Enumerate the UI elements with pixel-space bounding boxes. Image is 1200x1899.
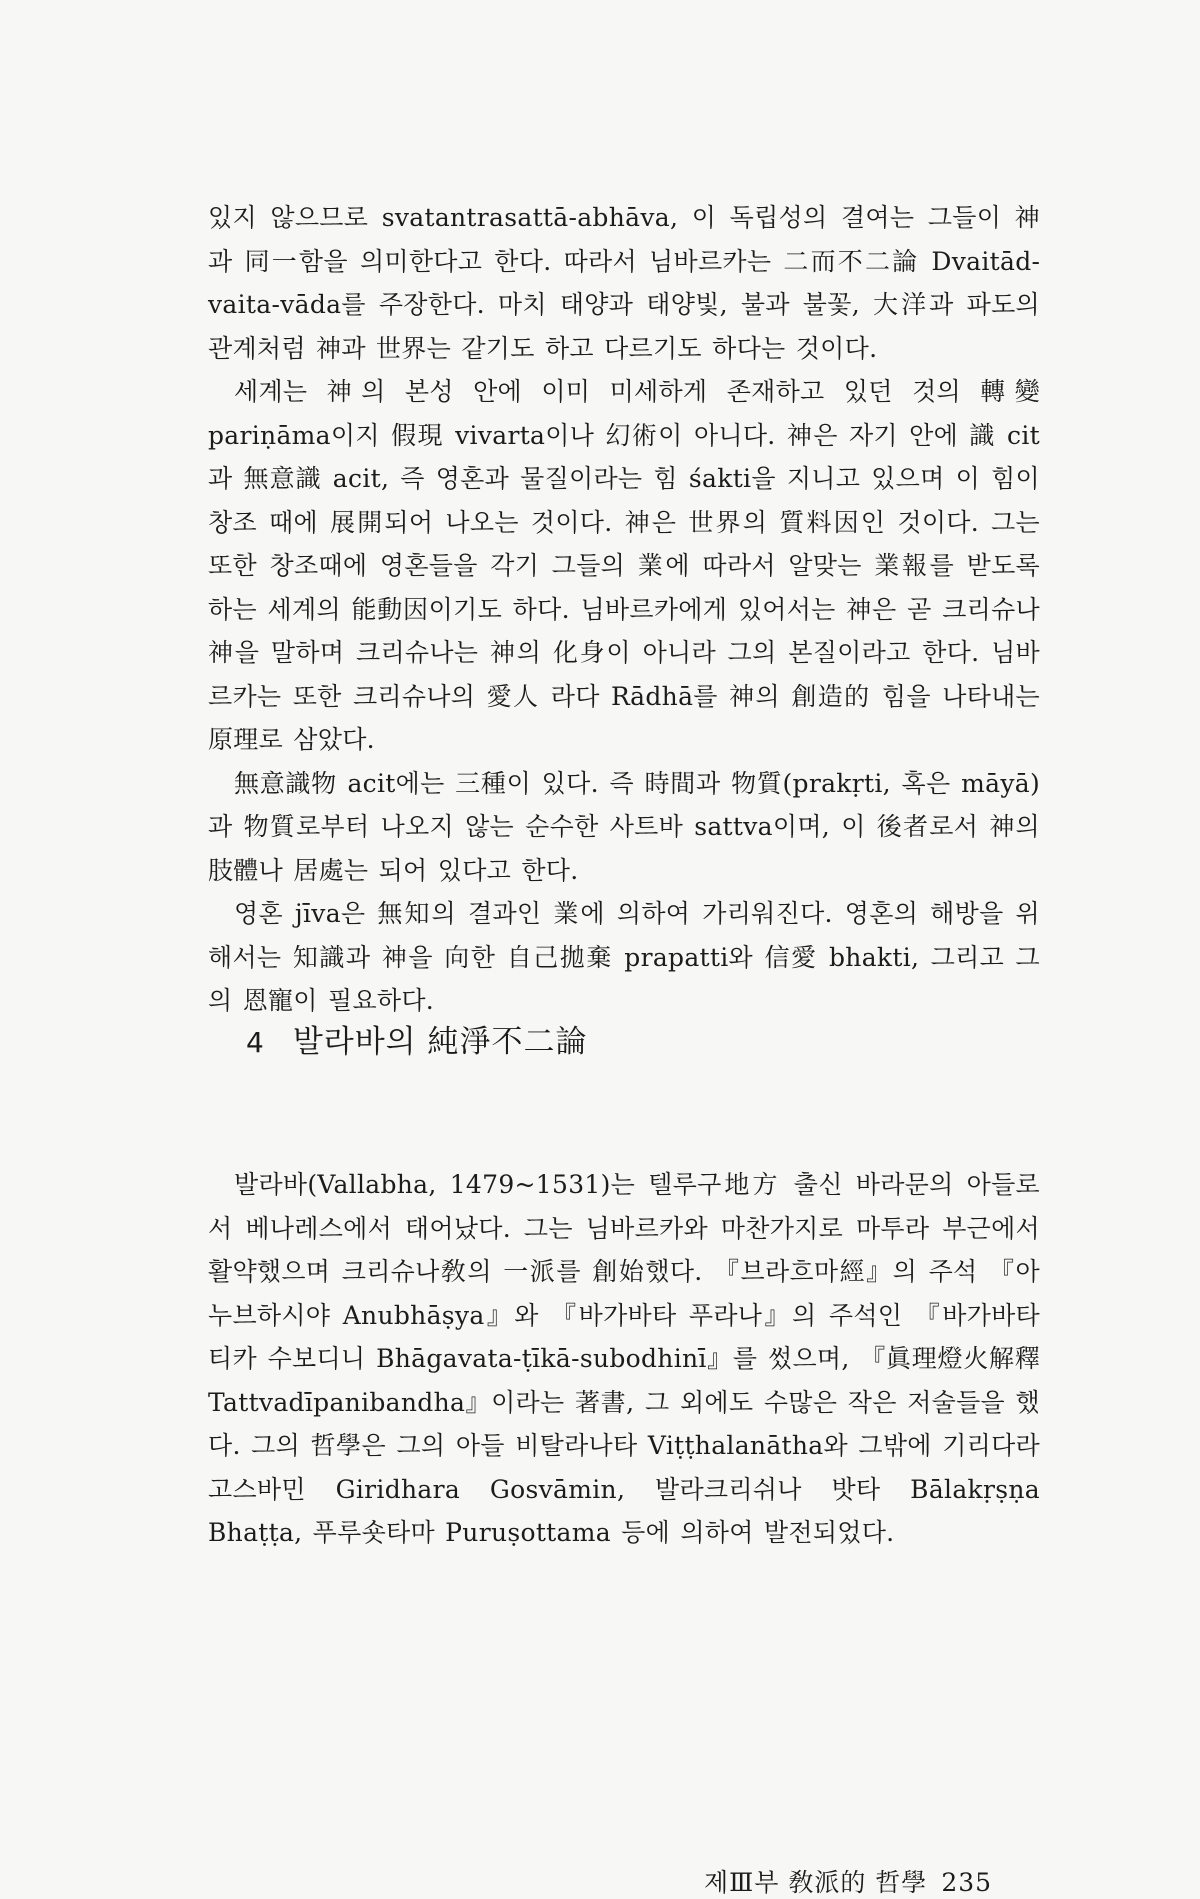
paragraph-2: 세계는 神의 본성 안에 이미 미세하게 존재하고 있던 것의 轉變 pariṇāma이지 假現 vivarta이나 幻術이 아니다. 神은 자기 안에 識 cit과 無意識 acit, 즉 영혼과 물질이라는 힘 śakti을 지니고 있으며 이 힘이 창조 때에 展開되어 나오는 것이다. 神은 世界의 質料因인 것이다. 그는 또한 창조때에 영혼들을 각기 그들의 業에 따라서 알맞는 業報를 받도록 하는 세계의 能動因이기도 하다. 님바르카에게 있어서는 神은 곧 크리슈나神을 말하며 크리슈나는 神의 化身이 아니라 그의 본질이라고 한다. 님바르카는 또한 크리슈나의 愛人 라다 Rādhā를 神의 創造的 힘을 나타내는 原理로 삼았다. <box>208 377 1040 754</box>
paragraph-3: 無意識物 acit에는 三種이 있다. 즉 時間과 物質(prakṛti, 혹은 māyā)과 物質로부터 나오지 않는 순수한 사트바 sattva이며, 이 後者로서 神의 肢體나 居處는 되어 있다고 한다. <box>208 768 1040 885</box>
paragraph-1: 있지 않으므로 svatantrasattā-abhāva, 이 독립성의 결여는 그들이 神과 同一함을 의미한다고 한다. 따라서 님바르카는 二而不二論 Dvaitādvaita-vāda를 주장한다. 마치 태양과 태양빛, 불과 불꽃, 大洋과 파도의 관계처럼 神과 世界는 같기도 하고 다르기도 하다는 것이다. <box>208 203 1040 363</box>
section-number: 4 <box>246 1026 265 1059</box>
body-text-before-section <box>208 196 1040 1023</box>
section-title: 발라바의 純淨不二論 <box>292 1024 588 1060</box>
page-footer <box>704 1863 992 1899</box>
page-number: 235 <box>941 1868 993 1897</box>
body-text-after-section <box>208 1163 1040 1555</box>
paragraph-5: 발라바(Vallabha, 1479~1531)는 텔루구地方 출신 바라문의 아들로서 베나레스에서 태어났다. 그는 님바르카와 마찬가지로 마투라 부근에서 활약했으며 크리슈나敎의 一派를 創始했다. 『브라흐마經』의 주석 『아누브하시야 Anubhāṣya』와 『바가바타 푸라나』의 주석인 『바가바타티카 수보디니 Bhāgavata-ṭīkā-subodhinī』를 썼으며, 『眞理燈火解釋 Tattvadīpanibandha』이라는 著書, 그 외에도 수많은 작은 저술들을 했다. 그의 哲學은 그의 아들 비탈라나타 Viṭṭhalanātha와 그밖에 기리다라 고스바민 Giridhara Gosvāmin, 발라크리쉬나 밧타 Bālakṛṣṇa Bhaṭṭa, 푸루숏타마 Puruṣottama 등에 의하여 발전되었다. <box>208 1170 1040 1547</box>
paragraph-4: 영혼 jīva은 無知의 결과인 業에 의하여 가리워진다. 영혼의 해방을 위해서는 知識과 神을 向한 自己拋棄 prapatti와 信愛 bhakti, 그리고 그의 恩寵이 필요하다. <box>208 899 1040 1015</box>
running-title: 제Ⅲ부 敎派的 哲學 <box>704 1868 928 1897</box>
section-heading <box>246 1016 587 1061</box>
